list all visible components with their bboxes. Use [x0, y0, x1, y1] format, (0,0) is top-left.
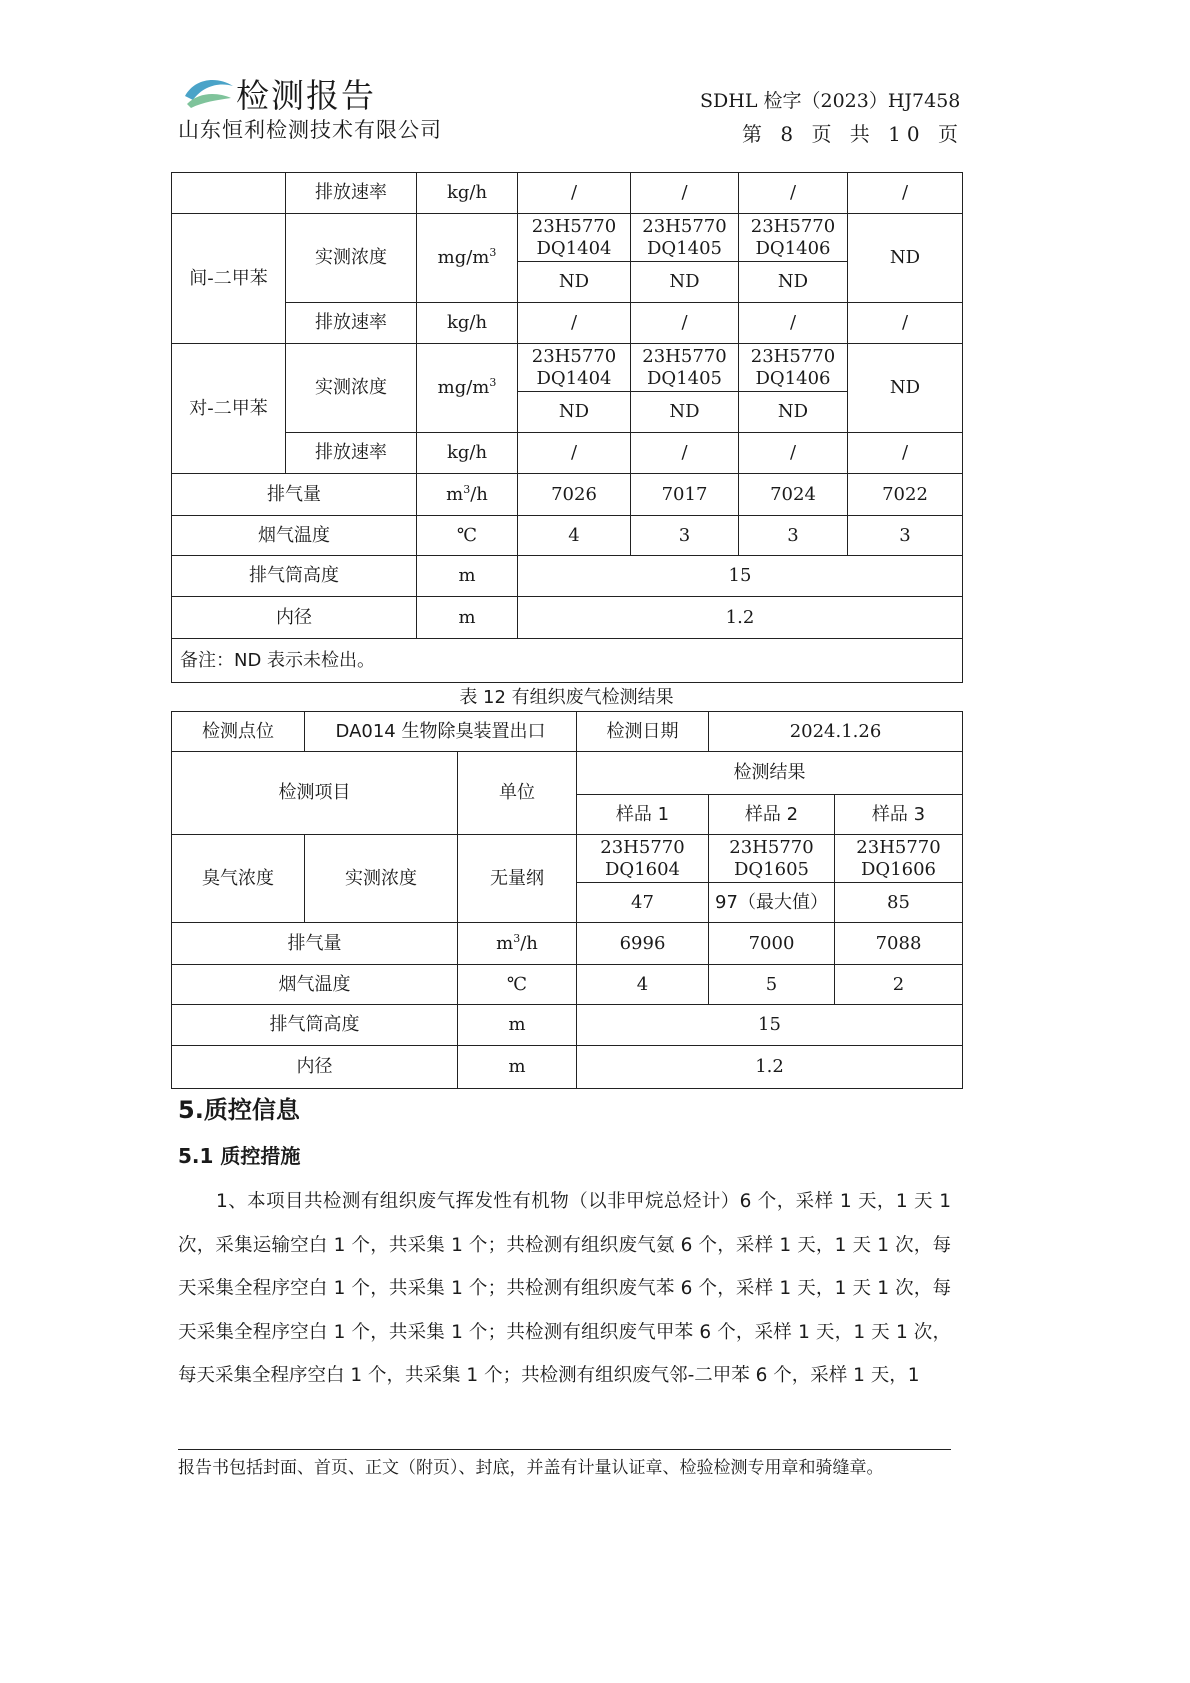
table-row	[172, 433, 963, 474]
value-cell: 2	[835, 965, 963, 1005]
value-cell: 97（最大值）	[709, 883, 835, 923]
table-row	[172, 303, 963, 344]
item-name: 间-二甲苯	[172, 214, 286, 344]
table-row	[172, 712, 963, 752]
sample-code: 23H5770 DQ1405	[631, 214, 739, 262]
unit-cell: m	[458, 1046, 577, 1089]
summary-value: ND	[848, 214, 963, 303]
value-cell: 1.2	[577, 1046, 963, 1089]
value-cell: /	[739, 303, 848, 344]
page-indicator: 第 8 页 共 10 页	[742, 122, 964, 146]
table-row	[172, 1005, 963, 1046]
table-row	[172, 639, 963, 683]
table-caption: 表 12 有组织废气检测结果	[459, 687, 674, 708]
value-cell: 4	[518, 516, 631, 556]
value-cell: /	[631, 303, 739, 344]
summary-value: ND	[848, 344, 963, 433]
table-row	[172, 965, 963, 1005]
param-label: 排放速率	[286, 303, 417, 344]
unit-cell: m	[458, 1005, 577, 1046]
value-cell: 7000	[709, 923, 835, 965]
sample-header: 样品 1	[577, 795, 709, 835]
sample-code: 23H5770 DQ1605	[709, 835, 835, 883]
param-label: 排气筒高度	[172, 1005, 458, 1046]
value-cell: 7026	[518, 474, 631, 516]
value-cell: ND	[739, 392, 848, 433]
value-cell: 47	[577, 883, 709, 923]
item-name: 对-二甲苯	[172, 344, 286, 474]
unit-cell: ℃	[458, 965, 577, 1005]
report-title: 检测报告	[236, 76, 376, 115]
value-cell: /	[848, 433, 963, 474]
footer-note: 报告书包括封面、首页、正文（附页）、封底，并盖有计量认证章、检验检测专用章和骑缝章。	[178, 1458, 884, 1478]
value-cell: /	[848, 303, 963, 344]
param-label: 实测浓度	[286, 344, 417, 433]
table-row	[172, 597, 963, 639]
sample-code: 23H5770 DQ1404	[518, 344, 631, 392]
value-cell: 7017	[631, 474, 739, 516]
value-cell: /	[739, 433, 848, 474]
item-header: 检测项目	[172, 752, 458, 835]
report-number: SDHL 检字（2023）HJ7458	[700, 90, 961, 112]
value-cell: 3	[848, 516, 963, 556]
param-label: 烟气温度	[172, 516, 417, 556]
table-row	[172, 173, 963, 214]
value-cell: /	[518, 303, 631, 344]
company-name: 山东恒利检测技术有限公司	[178, 118, 442, 142]
table-row	[172, 1046, 963, 1089]
param-label: 排放速率	[286, 433, 417, 474]
value-cell: ND	[631, 262, 739, 303]
sample-header: 样品 3	[835, 795, 963, 835]
param-label: 内径	[172, 597, 417, 639]
subsection-heading: 5.1 质控措施	[178, 1144, 301, 1168]
results-table-continued	[171, 172, 963, 683]
value-cell: /	[848, 173, 963, 214]
unit-cell: m	[417, 597, 518, 639]
table-row	[172, 474, 963, 516]
value-cell: ND	[739, 262, 848, 303]
company-logo-icon	[183, 74, 235, 110]
footer-divider	[178, 1449, 951, 1450]
section-heading: 5.质控信息	[178, 1096, 300, 1124]
unit-cell: kg/h	[417, 173, 518, 214]
sample-code: 23H5770 DQ1406	[739, 214, 848, 262]
param-label: 排气筒高度	[172, 556, 417, 597]
param-label: 烟气温度	[172, 965, 458, 1005]
table-row	[172, 516, 963, 556]
sample-header: 样品 2	[709, 795, 835, 835]
value-cell: ND	[631, 392, 739, 433]
value-cell: 3	[631, 516, 739, 556]
value-cell: 1.2	[518, 597, 963, 639]
unit-cell: $mg/m^3$	[417, 344, 518, 433]
unit-header: 单位	[458, 752, 577, 835]
param-label: 实测浓度	[305, 835, 458, 923]
unit-cell: m	[417, 556, 518, 597]
point-label: 检测点位	[172, 712, 305, 752]
sample-code: 23H5770 DQ1404	[518, 214, 631, 262]
body-paragraph: 1、本项目共检测有组织废气挥发性有机物（以非甲烷总烃计）6 个，采样 1 天，1 天 1 次，采集运输空白 1 个，共采集 1 个；共检测有组织废气氨 6 个，采样 1 天，1 天 1 次，每天采集全程序空白 1 个，共采集 1 个；共检测有组织废气苯 6 个，采样 1 天，1 天 1 次，每天采集全程序空白 1 个，共采集 1 个；共检测有组织废气甲苯 6 个，采样 1 天，1 天 1 次，每天采集全程序空白 1 个，共采集 1 个；共检测有组织废气邻-二甲苯 6 个，采样 1 天，1	[178, 1191, 951, 1386]
value-cell: 15	[577, 1005, 963, 1046]
value-cell: 6996	[577, 923, 709, 965]
value-cell: ND	[518, 392, 631, 433]
item-name: 臭气浓度	[172, 835, 305, 923]
result-header: 检测结果	[577, 752, 963, 795]
sample-code: 23H5770 DQ1604	[577, 835, 709, 883]
unit-cell: kg/h	[417, 433, 518, 474]
unit-cell: $m^3/h$	[458, 923, 577, 965]
table-row	[172, 923, 963, 965]
value-cell: /	[631, 173, 739, 214]
table-row	[172, 835, 963, 883]
table-row	[172, 344, 963, 392]
unit-cell: $mg/m^3$	[417, 214, 518, 303]
sample-code: 23H5770 DQ1406	[739, 344, 848, 392]
table-row	[172, 214, 963, 262]
value-cell: 7024	[739, 474, 848, 516]
table-remark: 备注：ND 表示未检出。	[172, 639, 963, 683]
value-cell: 15	[518, 556, 963, 597]
date-value: 2024.1.26	[709, 712, 963, 752]
date-label: 检测日期	[577, 712, 709, 752]
value-cell: 3	[739, 516, 848, 556]
value-cell: 7088	[835, 923, 963, 965]
table-cell	[172, 173, 286, 214]
value-cell: /	[739, 173, 848, 214]
param-label: 内径	[172, 1046, 458, 1089]
param-label: 实测浓度	[286, 214, 417, 303]
point-value: DA014 生物除臭装置出口	[305, 712, 577, 752]
value-cell: ND	[518, 262, 631, 303]
odor-results-table	[171, 711, 963, 1089]
value-cell: /	[631, 433, 739, 474]
value-cell: /	[518, 173, 631, 214]
value-cell: 5	[709, 965, 835, 1005]
value-cell: 85	[835, 883, 963, 923]
unit-cell: 无量纲	[458, 835, 577, 923]
unit-cell: ℃	[417, 516, 518, 556]
unit-cell: kg/h	[417, 303, 518, 344]
table-row	[172, 556, 963, 597]
sample-code: 23H5770 DQ1606	[835, 835, 963, 883]
value-cell: 7022	[848, 474, 963, 516]
param-label: 排气量	[172, 923, 458, 965]
table-row	[172, 752, 963, 795]
param-label: 排放速率	[286, 173, 417, 214]
param-label: 排气量	[172, 474, 417, 516]
value-cell: /	[518, 433, 631, 474]
unit-cell: $m^3/h$	[417, 474, 518, 516]
sample-code: 23H5770 DQ1405	[631, 344, 739, 392]
value-cell: 4	[577, 965, 709, 1005]
